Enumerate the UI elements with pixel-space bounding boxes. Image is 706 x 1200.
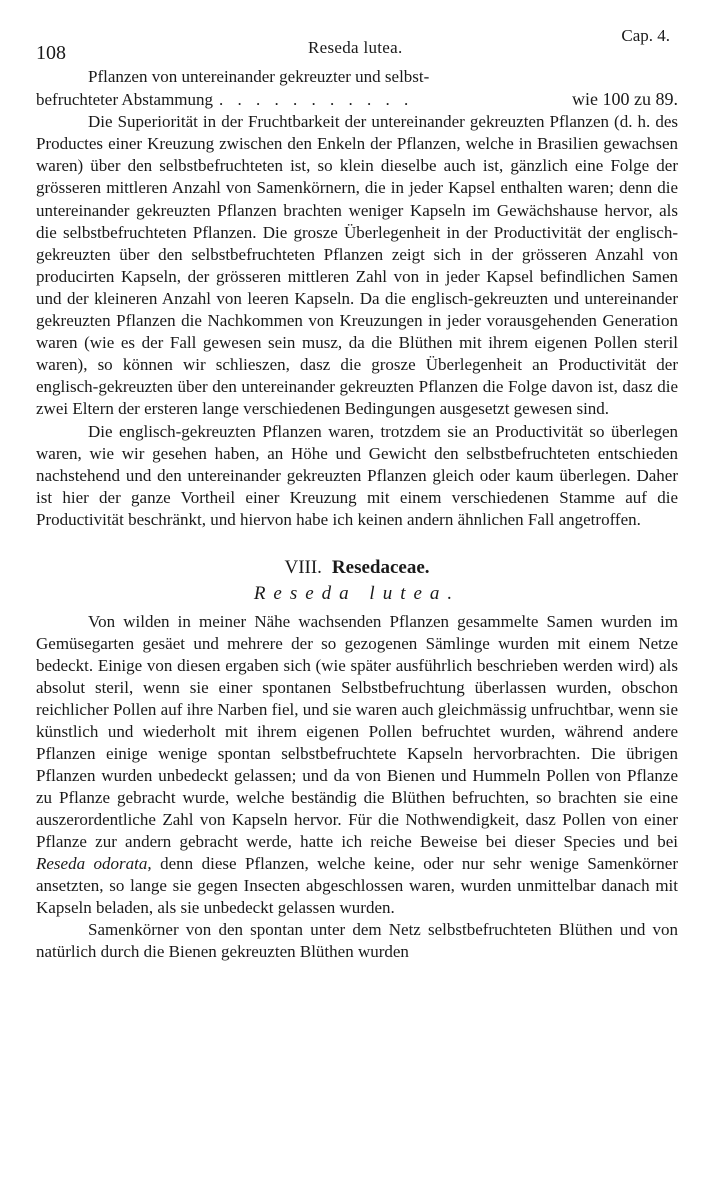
body-text	[36, 66, 678, 963]
paragraph-superioritaet: Die Superiorität in der Fruchtbarkeit der untereinander gekreuzten Pflanzen (d. h. des Productes einer Kreuzung zwischen den Enkeln der Pflanzen, welche in Brasilien gewachsen waren) über den selbstbefruchteten ist, so klein dieselbe auch ist, gänzlich eine Folge der grösseren mittleren Anzahl von Samenkörnern, die in jeder Kapsel enthalten waren; denn die untereinander gekreuzten Pflanzen brachten weniger Kapseln im Gewächshause hervor, als die selbstbefruchteten Pflanzen. Die grosze Überlegenheit in der Productivität der englisch-gekreuzten über den selbstbefruchteten Pflanzen zeigt sich in der grösseren Anzahl von producirten Kapseln, der grösseren mittleren Zahl von in jeder Kapsel befindlichen Samen und der kleineren Anzahl von leeren Kapseln. Da die englisch-gekreuzten und untereinander gekreuzten Pflanzen die Nachkommen von Kreuzungen in jeder vorausgehenden Generation waren (wie es der Fall gewesen sein musz, da die Blüthen mit ihrem eigenen Pollen steril waren), so können wir schlieszen, dasz die grosze Überlegenheit an Productivität der englisch-gekreuzten über den untereinander gekreuzten Pflanzen die Folge davon ist, dasz die zwei Eltern der ersteren lange verschiedenen Bedingungen ausgesetzt gewesen sind.	[36, 112, 678, 419]
leader-dots: . . . . . . . . . . .	[219, 90, 414, 110]
table-line-1: Pflanzen von untereinander gekreuzter und selbst-	[88, 67, 430, 86]
section-family: Resedaceae.	[331, 556, 430, 578]
species-heading: Reseda lutea.	[253, 582, 461, 604]
chapter-label: Cap. 4.	[621, 26, 670, 45]
running-head: Reseda lutea.	[308, 38, 403, 57]
paragraph-reseda-lutea	[36, 611, 678, 919]
page-number: 108	[36, 42, 66, 64]
section-number: VIII.	[284, 556, 322, 578]
ratio-value: wie 100 zu 89.	[572, 89, 678, 110]
paragraph-reseda-part1: Von wilden in meiner Nähe wachsenden Pflanzen gesammelte Samen wurden im Gemüsegarten gesäet und mehrere der so gezogenen Sämlinge wurden mit einem Netze bedeckt. Einige von diesen ergaben sich (wie später ausführlich beschrieben werden wird) als absolut steril, wenn sie einer spontanen Selbstbefruchtung überlassen wurden, obschon reichlicher Pollen auf ihre Narben fiel, und sie waren auch gleichmässig unfruchtbar, wenn sie künstlich und wiederholt mit ihrem eigenen Pollen befruchtet wurden, während andere Pflanzen einige wenige spontan selbstbefruchtete Kapseln hervorbrachten. Die übrigen Pflanzen wurden unbedeckt gelassen; und da von Bienen und Hummeln Pollen von Pflanze zu Pflanze gebracht wurde, welche beständig die Blüthen befruchten, so brachten sie eine auszerordentliche Zahl von Kapseln hervor. Für die Nothwendigkeit, dasz Pollen von einer Pflanze zur andern gebracht werde, hatte ich reiche Beweise bei dieser Species und bei	[36, 611, 678, 851]
paragraph-reseda-part2: denn diese Pflanzen, welche keine, oder nur sehr wenige Samenkörner ansetzten, so lange sie gegen Insecten abgeschlossen waren, wurden unmittelbar danach mit Kapseln beladen, als sie unbedeckt gelassen wurden.	[36, 853, 678, 917]
table-line-2-label: befruchteter Abstammung	[36, 90, 214, 110]
species-reference-italic: Reseda odorata,	[36, 853, 152, 873]
page-header	[36, 24, 678, 66]
paragraph-samenkoerner: Samenkörner von den spontan unter dem Netz selbstbefruchteten Blüthen und von natürlich durch die Bienen gekreuzten Blüthen wurden	[36, 919, 678, 961]
table-line-2	[36, 88, 678, 111]
paragraph-englisch-gekreuzt: Die englisch-gekreuzten Pflanzen waren, trotzdem sie an Productivität so überlegen waren, wie wir gesehen haben, an Höhe und Gewicht den selbstbefruchteten entschieden nachstehend und den untereinander gekreuzten Pflanzen gleich oder kaum überlegen. Daher ist hier der ganze Vortheil einer Kreuzung mit einem verschiedenen Stamme auf die Productivität beschränkt, und hiervon habe ich keinen andern ähnlichen Fall angetroffen.	[36, 421, 678, 529]
section-heading	[36, 555, 678, 581]
